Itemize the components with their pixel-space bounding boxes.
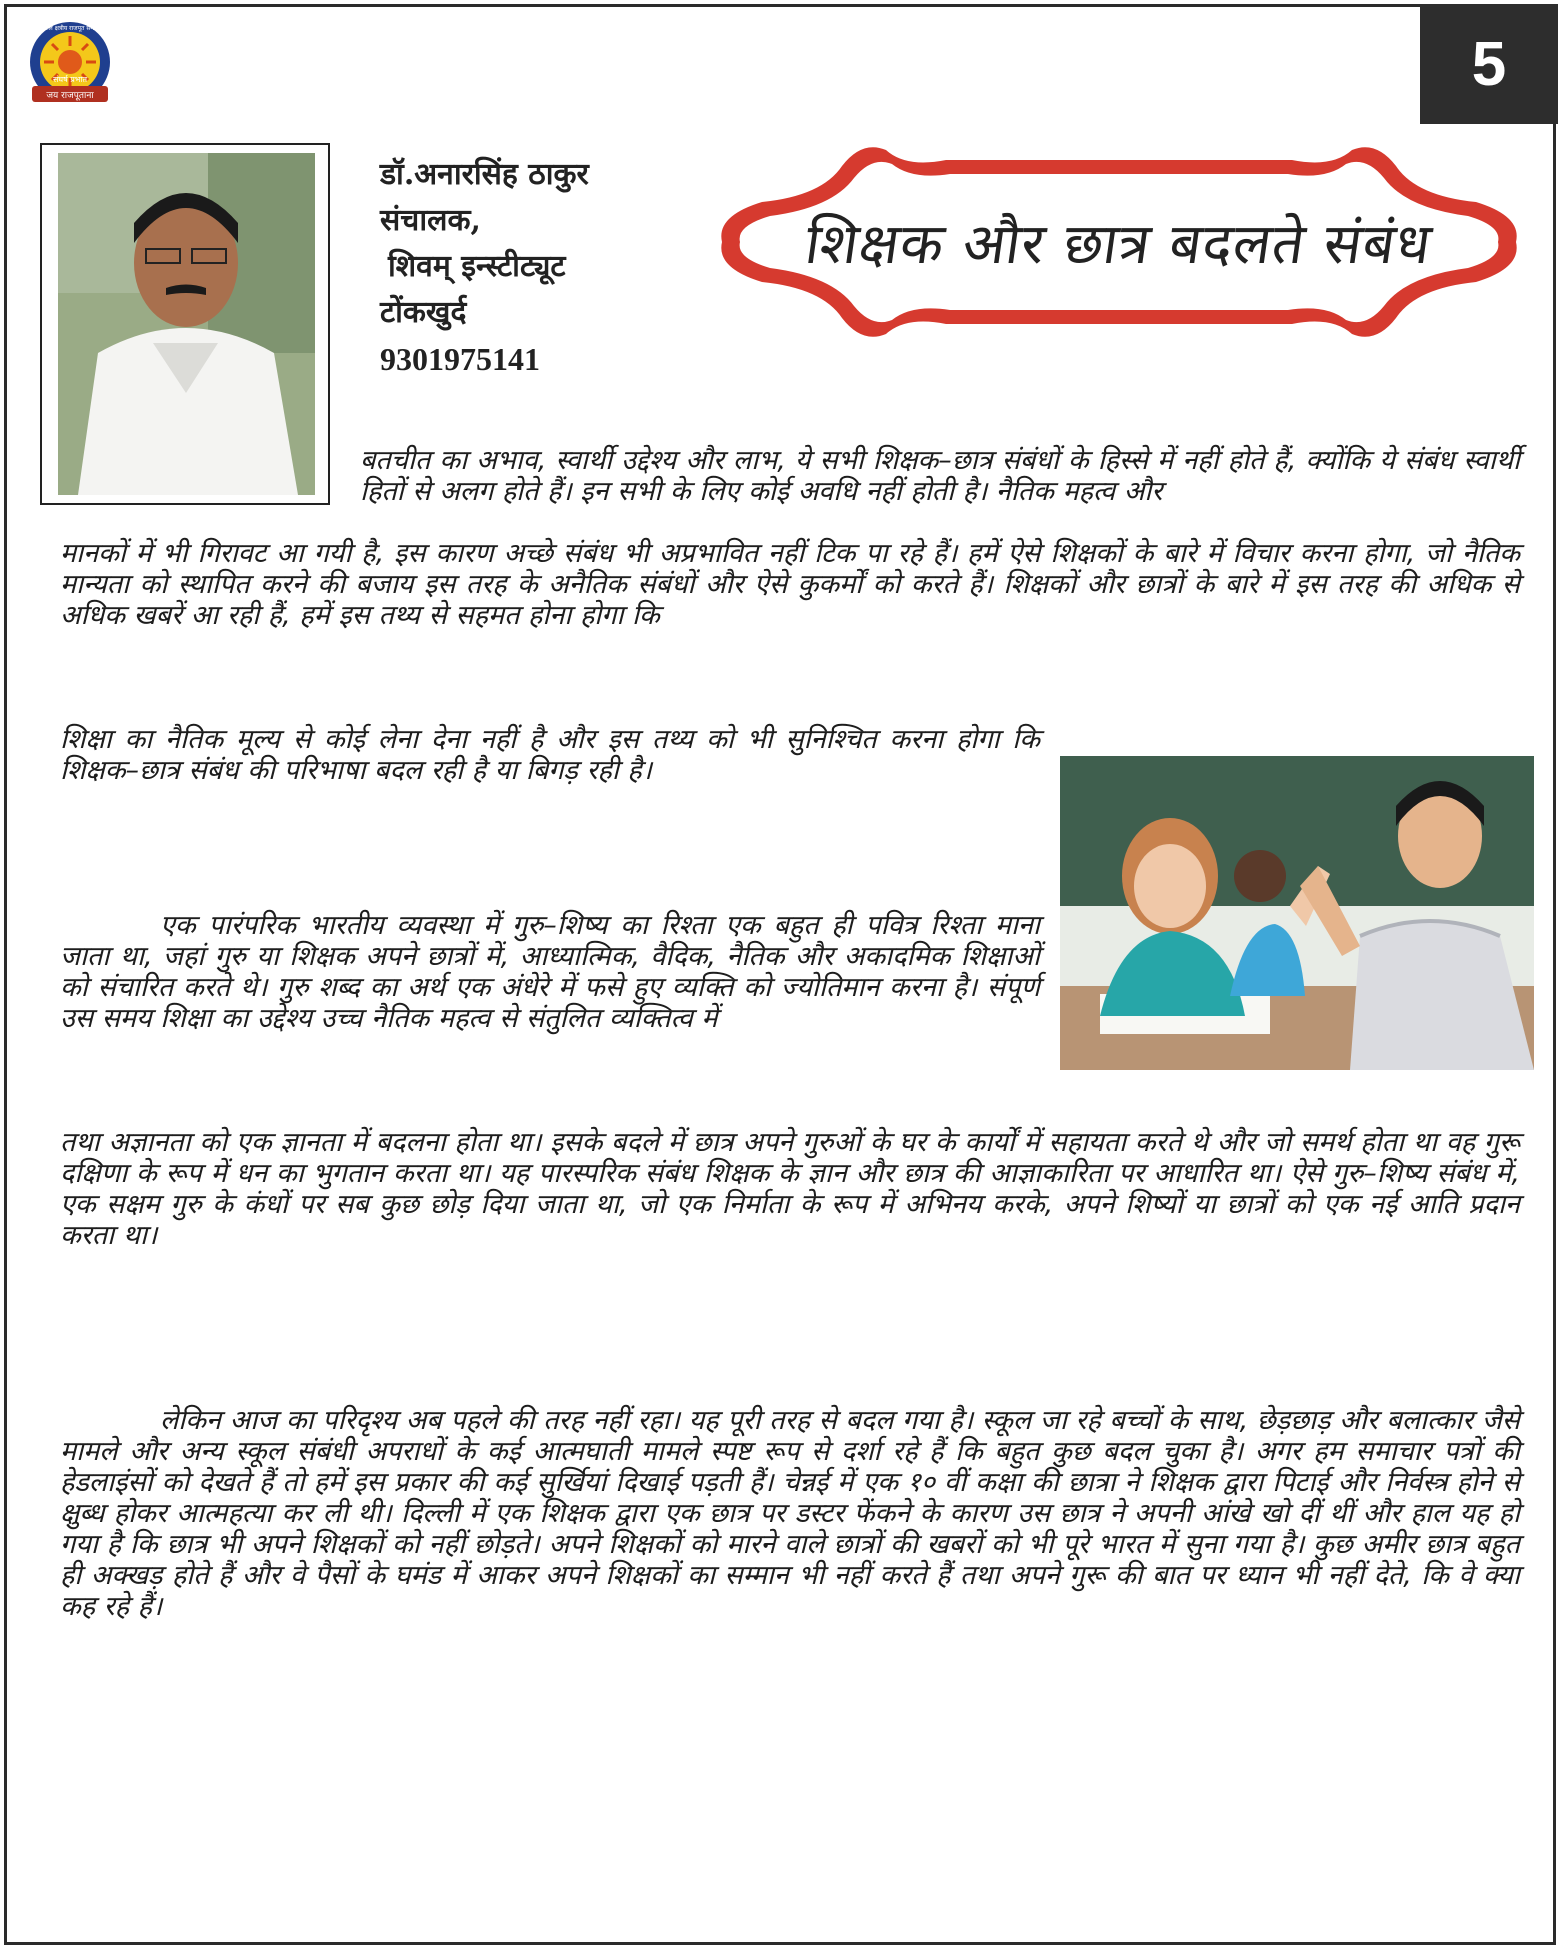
paragraph-1-body: मानकों में भी गिरावट आ गयी है, इस कारण अच्छे संबंध भी अप्रभावित नहीं टिक पा रहे हैं। हमें ऐसे शिक्षकों के बारे में विचार करना होगा, जो नैतिक मान्यता को स्थापित करने की बजाय इस तरह के अनैतिक संबंधों और ऐसे कुकर्मों को करते हैं। शिक्षकों और छात्रों के बारे में इस तरह की अधिक से अधिक खबरें आ रही हैं, हमें इस तथ्य से सहमत होना होगा कि	[60, 538, 1520, 631]
classroom-photo	[1060, 756, 1534, 1070]
page-number: 5	[1420, 4, 1558, 124]
author-institute: शिवम् इन्स्टीट्यूट	[388, 249, 566, 284]
paragraph-1-intro: बतचीत का अभाव, स्वार्थी उद्देश्य और लाभ, ये सभी शिक्षक–छात्र संबंधों के हिस्से में नहीं होते हैं, क्योंकि ये संबंध स्वार्थी हितों से अलग होते हैं। इन सभी के लिए कोई अवधि नहीं होती है। नैतिक महत्व और	[360, 445, 1520, 507]
logo-ribbon-text: जय राजपूताना	[46, 91, 94, 101]
logo-top-text: सकल क्षत्रीय राजपूत समाज	[39, 25, 101, 32]
author-block	[380, 152, 589, 382]
author-phone: 9301975141	[380, 341, 540, 377]
author-name: डॉ.अनारसिंह ठाकुर	[380, 157, 589, 192]
paragraph-3: लेकिन आज का परिदृश्य अब पहले की तरह नहीं रहा। यह पूरी तरह से बदल गया है। स्कूल जा रहे बच्चों के साथ, छेड़छाड़ और बलात्कार जैसे मामले और अन्य स्कूल संबंधी अपराधों के कई आत्मघाती मामले स्पष्ट रूप से दर्शा रहे हैं कि बहुत कुछ बदल चुका है। अगर हम समाचार पत्रों की हेडलाइंसों को देखते हैं तो हमें इस प्रकार की कई सुर्खियां दिखाई पड़ती हैं। चेन्नई में एक १० वीं कक्षा की छात्रा ने शिक्षक द्वारा पिटाई और निर्वस्त्र होने से क्षुब्ध होकर आत्महत्या कर ली थी। दिल्ली में एक शिक्षक द्वारा एक छात्र पर डस्टर फेंकने के कारण उस छात्र ने अपनी आंखे खो दीं थीं और हाल यह हो गया है कि छात्र भी अपने शिक्षकों को नहीं छोड़ते। अपने शिक्षकों को मारने वाले छात्रों की खबरों को भी पूरे भारत में सुना गया है। कुछ अमीर छात्र बहुत ही अक्खड़ होते हैं और वे पैसों के घमंड में आकर अपने शिक्षकों का सम्मान भी नहीं करते हैं तथा अपने गुरू की बात पर ध्यान भी नहीं देते, कि वे क्या कह रहे हैं।	[60, 1405, 1520, 1622]
paragraph-2-body: तथा अज्ञानता को एक ज्ञानता में बदलना होता था। इसके बदले में छात्र अपने गुरुओं के घर के कार्यों में सहायता करते थे और जो समर्थ होता था वह गुरू दक्षिणा के रूप में धन का भुगतान करता था। यह पारस्परिक संबंध शिक्षक के ज्ञान और छात्र की आज्ञाकारिता पर आधारित था। ऐसे गुरु–शिष्य संबंध में, एक सक्षम गुरु के कंधों पर सब कुछ छोड़ दिया जाता था, जो एक निर्माता के रूप में अभिनय करके, अपने शिष्यों या छात्रों को एक नई आति प्रदान करता था।	[60, 1127, 1520, 1251]
article-title: शिक्षक और छात्र बदलते संबंध	[801, 212, 1437, 277]
author-place: टोंकखुर्द	[380, 295, 467, 330]
author-photo	[40, 143, 330, 505]
logo-ring-text: संघर्ष प्रभात	[52, 75, 88, 84]
article-title-frame	[716, 136, 1522, 348]
paragraph-2-intro: एक पारंपरिक भारतीय व्यवस्था में गुरु–शिष्य का रिश्ता एक बहुत ही पवित्र रिश्ता माना जाता था, जहां गुरु या शिक्षक अपने छात्रों में, आध्यात्मिक, वैदिक, नैतिक और अकादमिक शिक्षाओं को संचारित करते थे। गुरु शब्द का अर्थ एक अंधेरे में फसे हुए व्यक्ति को ज्योतिमान करना है। संपूर्ण उस समय शिक्षा का उद्देश्य उच्च नैतिक महत्व से संतुलित व्यक्तित्व में	[60, 910, 1040, 1034]
publication-logo	[20, 20, 120, 115]
author-designation: संचालक,	[380, 203, 481, 238]
paragraph-1-end: शिक्षा का नैतिक मूल्य से कोई लेना देना नहीं है और इस तथ्य को भी सुनिश्चित करना होगा कि शिक्षक–छात्र संबंध की परिभाषा बदल रही है या बिगड़ रही है।	[60, 724, 1040, 786]
